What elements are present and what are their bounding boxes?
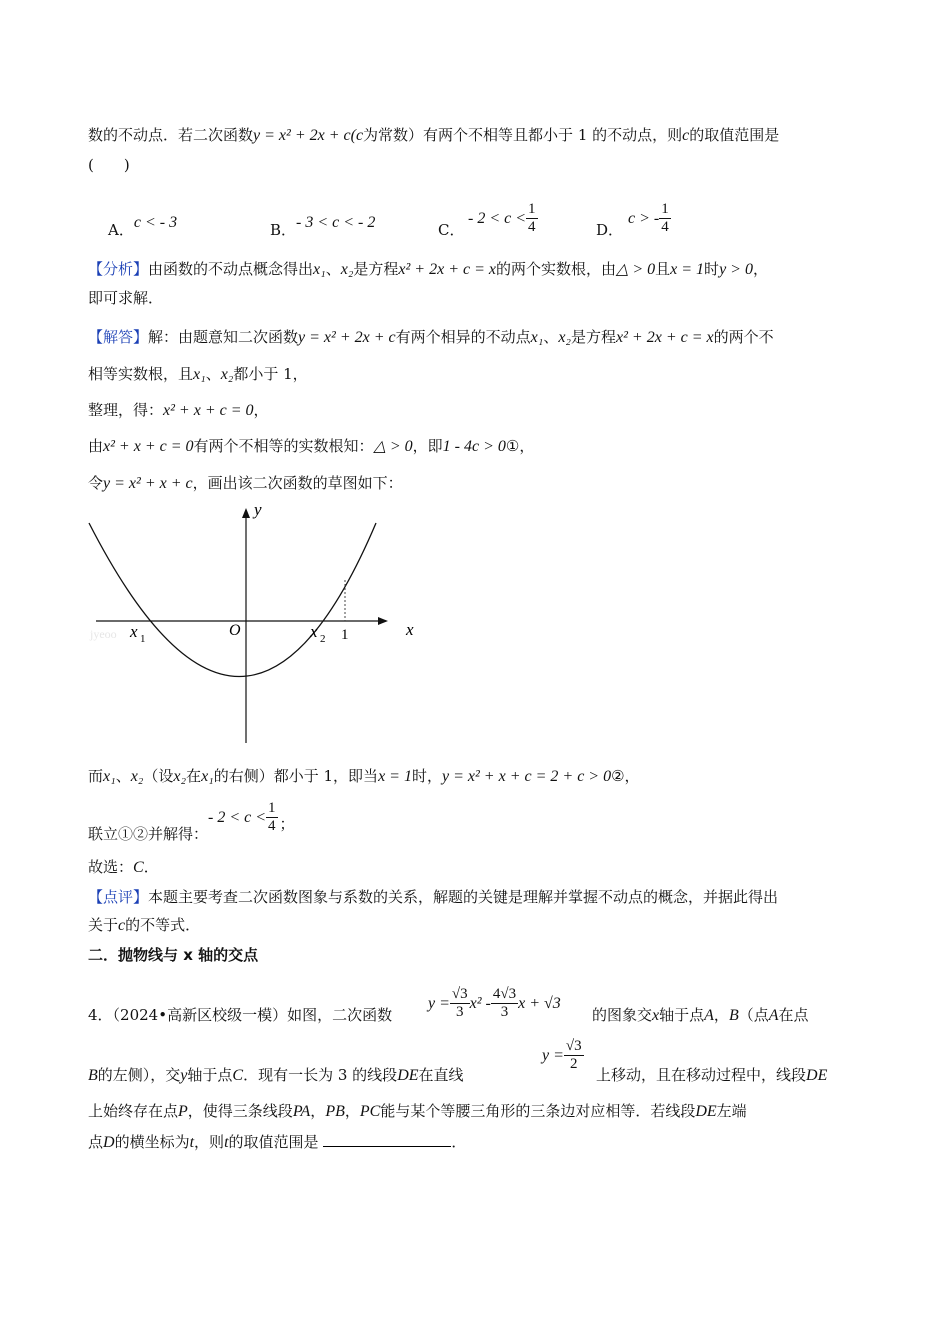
q4-frac1-num: √3 <box>451 986 468 1002</box>
solution-function: y = x² + 2x + c <box>298 329 396 346</box>
q4-segment-de: DE <box>397 1067 419 1084</box>
solution-line5-eq: y = x² + x + c <box>103 475 193 492</box>
q3-var-c: c <box>682 127 690 144</box>
solution-line5-text2: ，画出该二次函数的草图如下： <box>192 474 403 492</box>
solution-line7-text: 联立①②并解得： <box>88 825 209 843</box>
option-a-label: A． <box>108 221 134 239</box>
q4-y-var: y <box>180 1067 188 1084</box>
x1-label: x <box>130 622 138 641</box>
analysis-text: 由函数的不动点概念得出 <box>148 260 314 278</box>
option-c-label: C． <box>438 221 465 239</box>
q4-text4: （点 <box>738 1006 769 1024</box>
solution-line7 <box>88 800 295 849</box>
q4-segment-de3: DE <box>695 1103 717 1120</box>
solution-line6-text: 而 <box>88 767 104 785</box>
q4-line4 <box>88 1131 466 1154</box>
q4-segment-pb: PB <box>325 1103 345 1120</box>
q4-text3: ， <box>713 1006 729 1024</box>
q4-y-eq: y = <box>428 994 450 1012</box>
q4-point-d: D <box>103 1134 115 1151</box>
solution-line2 <box>88 363 308 386</box>
solution-line6-x1: x₁ <box>103 768 116 785</box>
analysis-cond-y: y > 0 <box>719 261 753 278</box>
q3-paren: ( ) <box>88 156 130 174</box>
comment-tag: 【点评】 <box>88 888 149 906</box>
comment-line2-end: 的不等式． <box>125 916 201 934</box>
option-b[interactable] <box>270 214 376 242</box>
option-d-frac-den: 4 <box>661 219 669 235</box>
analysis-x1: x₁ <box>313 261 326 278</box>
analysis-text2: 是方程 <box>353 260 399 278</box>
solution-line5 <box>88 472 403 495</box>
solution-line6-x2: x₂ <box>130 768 144 785</box>
solution-x2: x₂ <box>558 329 571 346</box>
q3-line1 <box>88 124 779 147</box>
solution-x1: x₁ <box>530 329 544 346</box>
analysis-cond-x: x = 1 <box>670 261 705 278</box>
solution-line6-x1b: x₁ <box>201 768 214 785</box>
q4-frac1-den: 3 <box>456 1004 464 1020</box>
parabola-graph <box>86 500 426 745</box>
analysis-x2: x₂ <box>340 261 354 278</box>
solution-line4-text2: 有两个不相等的实数根知： <box>193 437 374 455</box>
solution-line7-ineq: - 2 < c < <box>208 808 267 826</box>
solution-line6-x2b: x₂ <box>173 768 187 785</box>
q4-segment-pc: PC <box>359 1103 381 1120</box>
q4-l4-text2: 的横坐标为 <box>114 1133 190 1151</box>
graph-watermark: jyeoo <box>90 627 117 641</box>
option-a-expr: c < - 3 <box>133 214 178 231</box>
solution-line4-mark: ①， <box>505 437 535 455</box>
q4-point-b2: B <box>88 1067 98 1084</box>
q4-l3-text4: 左端 <box>716 1102 747 1120</box>
x1-sub: 1 <box>140 633 146 645</box>
analysis-equation: x² + 2x + c = x <box>398 261 496 278</box>
q4-line3 <box>88 1100 747 1123</box>
solution-line4-delta: △ > 0 <box>373 438 413 455</box>
option-c[interactable] <box>438 201 536 241</box>
comment-line1 <box>88 886 778 908</box>
x-axis-arrow <box>378 617 388 625</box>
q4-frac2-den: 3 <box>500 1004 509 1020</box>
q4-mid: x² - <box>469 994 491 1012</box>
solution-line6-text3: 在 <box>186 767 202 785</box>
option-d-frac-num: 1 <box>661 201 669 217</box>
option-d-expr: c > - <box>628 209 660 227</box>
q3-function: y = x² + 2x + c(c <box>253 127 364 144</box>
option-c-frac-num: 1 <box>528 201 536 217</box>
solution-line6-text2: （设 <box>143 767 174 785</box>
q4-var-t2: t <box>224 1134 229 1151</box>
analysis-tag: 【分析】 <box>88 260 149 278</box>
y-axis-arrow <box>242 508 250 518</box>
q4-number: 4．（2024•高新区校级一模）如图，二次函数 <box>88 1006 393 1024</box>
analysis-line1 <box>88 258 768 281</box>
q4-var-t: t <box>189 1134 195 1151</box>
comment-line2-text: 关于 <box>88 916 119 934</box>
q4-frac2-num: 4√3 <box>492 986 517 1002</box>
q4-text5: 在点 <box>778 1006 809 1024</box>
option-b-expr: - 3 < c < - 2 <box>296 214 376 231</box>
analysis-cond-delta: △ > 0 <box>616 261 656 278</box>
analysis-text6: ， <box>752 260 768 278</box>
q4-l2-text1: 的左侧），交 <box>97 1066 181 1084</box>
q4-segment-de2: DE <box>806 1067 828 1084</box>
option-c-frac-den: 4 <box>528 219 536 235</box>
q4-line-frac-den: 2 <box>570 1056 578 1072</box>
q4-l2-text3: ．现有一长为 3 的线段 <box>243 1066 398 1084</box>
q4-x-var: x <box>652 1007 660 1024</box>
q4-tail-expr: x + √3 <box>518 994 561 1012</box>
solution-line3-tail: ， <box>253 401 269 419</box>
q4-l3-text3: 能与某个等腰三角形的三条边对应相等．若线段 <box>380 1102 696 1120</box>
solution-line6-eq: y = x² + x + c = 2 + c > 0 <box>442 768 612 785</box>
q4-point-c: C <box>232 1067 244 1084</box>
q4-point-p: P <box>178 1103 188 1120</box>
solution-line5-text: 令 <box>88 474 104 492</box>
analysis-text3: 的两个实数根，由 <box>496 260 617 278</box>
q4-text1: 的图象交 <box>592 1006 653 1024</box>
solution-line7-frac-num: 1 <box>268 800 276 816</box>
section-title: 二．抛物线与 x 轴的交点 <box>88 946 259 964</box>
q4-line-eq <box>542 1038 584 1073</box>
q4-l3-sep1: ， <box>310 1102 326 1120</box>
comment-text: 本题主要考查二次函数图象与系数的关系，解题的关键是理解并掌握不动点的概念，并据此得出 <box>148 888 779 906</box>
q4-line1-tail <box>592 1004 809 1027</box>
solution-line3 <box>88 399 269 422</box>
x-label: x <box>406 620 414 639</box>
solution-line7-frac-den: 4 <box>268 818 276 834</box>
q4-l2-text4: 在直线 <box>418 1066 464 1084</box>
solution-line8 <box>88 856 159 879</box>
analysis-sep: 、 <box>325 260 341 278</box>
q4-point-a: A <box>704 1007 714 1024</box>
origin-label: O <box>229 622 241 639</box>
solution-tag: 【解答】 <box>88 328 149 346</box>
one-label: 1 <box>341 627 349 643</box>
q4-l2-text5: 上移动，且在移动过程中，线段 <box>596 1066 807 1084</box>
q4-line2 <box>88 1038 864 1088</box>
analysis-line2: 即可求解． <box>88 289 164 307</box>
solution-line2-x2: x₂ <box>220 366 234 383</box>
q4-function <box>428 986 561 1021</box>
solution-line2-sep: 、 <box>205 365 221 383</box>
q4-l2-text2: 轴于点 <box>187 1066 233 1084</box>
solution-line7-end: ； <box>279 815 295 833</box>
solution-line6-text4: 的右侧）都小于 1，即当 <box>213 767 379 785</box>
q3-text-end: 的取值范围是 <box>689 126 780 144</box>
solution-line6-cond: x = 1 <box>378 768 412 785</box>
option-c-expr: - 2 < c < <box>468 209 527 227</box>
solution-line6-text5: 时， <box>411 767 442 785</box>
q4-l3-sep2: ， <box>344 1102 360 1120</box>
q4-line1 <box>88 986 864 1036</box>
parabola-curve <box>89 523 376 677</box>
analysis-text4: 且 <box>655 260 671 278</box>
q4-l4-text1: 点 <box>88 1133 104 1151</box>
solution-line4-text3: ，即 <box>412 437 443 455</box>
solution-line4-text: 由 <box>88 437 104 455</box>
q4-point-b: B <box>728 1007 739 1024</box>
solution-text: 解：由题意知二次函数 <box>148 328 299 346</box>
solution-line2-text: 相等实数根，且 <box>88 365 194 383</box>
answer-blank[interactable] <box>323 1132 451 1147</box>
option-b-label: B． <box>270 221 297 239</box>
solution-line2-x1: x₁ <box>193 366 206 383</box>
comment-line2 <box>88 914 200 937</box>
q4-l3-text2: ，使得三条线段 <box>187 1102 293 1120</box>
option-d[interactable] <box>596 201 669 241</box>
solution-line6 <box>88 765 640 788</box>
x2-sub: 2 <box>320 633 326 645</box>
solution-equation: x² + 2x + c = x <box>616 329 714 346</box>
analysis-text5: 时 <box>704 260 720 278</box>
solution-text4: 的两个不 <box>713 328 774 346</box>
comment-var-c: c <box>118 917 126 934</box>
q4-l3-text1: 上始终存在点 <box>88 1102 179 1120</box>
q3-text-tail: 为常数）有两个不相等且都小于 1 的不动点，则 <box>363 126 683 144</box>
solution-line3-text: 整理，得： <box>88 401 164 419</box>
answer-choice: C <box>133 859 144 876</box>
solution-line6-sep: 、 <box>115 767 131 785</box>
solution-sep: 、 <box>543 328 559 346</box>
q4-segment-pa: PA <box>292 1103 311 1120</box>
q4-line-frac-num: √3 <box>565 1038 582 1054</box>
q4-text2: 轴于点 <box>659 1006 705 1024</box>
y-label: y <box>254 500 262 519</box>
solution-line2-tail: 都小于 1， <box>233 365 308 383</box>
solution-line4-eq: x² + x + c = 0 <box>103 438 194 455</box>
solution-line4-ineq: 1 - 4c > 0 <box>442 438 506 455</box>
q4-l4-text4: 的取值范围是 <box>228 1133 319 1151</box>
solution-text3: 是方程 <box>571 328 617 346</box>
solution-line8-text: 故选： <box>88 858 134 876</box>
q4-point-a2: A <box>768 1007 779 1024</box>
option-a[interactable] <box>108 214 178 242</box>
q4-line2-head <box>88 1064 464 1087</box>
solution-line8-end: ． <box>143 858 159 876</box>
q4-l4-text3: ，则 <box>194 1133 225 1151</box>
q3-options <box>108 203 868 247</box>
solution-line1 <box>88 326 774 349</box>
q3-text: 数的不动点．若二次函数 <box>88 126 254 144</box>
solution-text2: 有两个相异的不动点 <box>395 328 531 346</box>
option-d-label: D． <box>596 221 624 239</box>
q4-l4-end: ． <box>451 1133 467 1151</box>
x2-label: x <box>310 622 318 641</box>
q4-line2-tail <box>596 1064 827 1087</box>
solution-line6-mark: ②， <box>611 767 640 785</box>
solution-line3-eq: x² + x + c = 0 <box>163 402 254 419</box>
solution-line4 <box>88 435 534 458</box>
q4-line-y: y = <box>542 1046 564 1064</box>
